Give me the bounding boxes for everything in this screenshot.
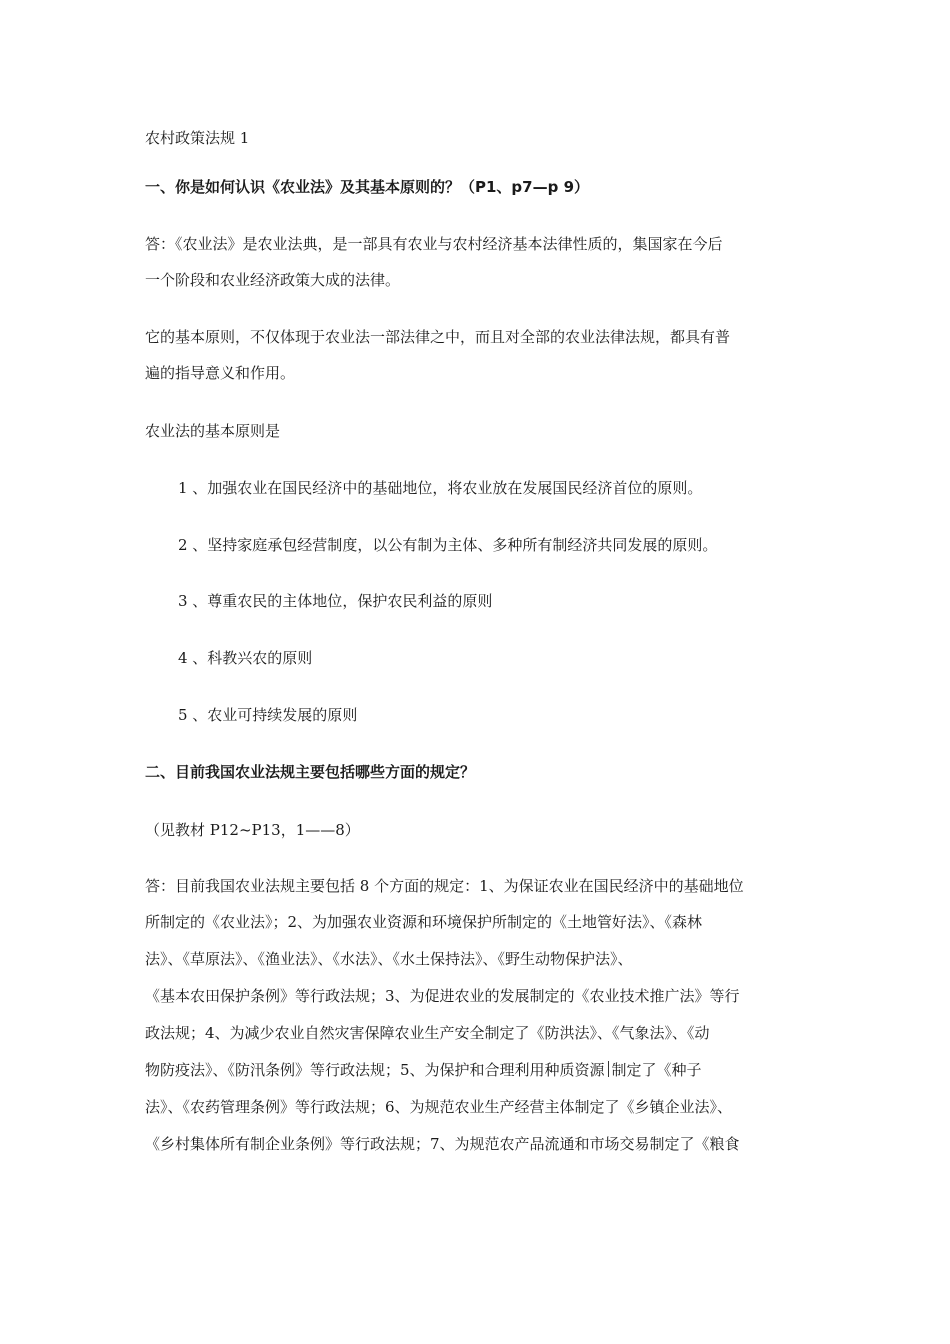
answer-1-line-2: 一个阶段和农业经济政策大成的法律。 bbox=[145, 271, 401, 289]
answer-2-line-3: 法》、《草原法》、《渔业法》、《水法》、《水土保持法》、《野生动物保护法》、 bbox=[145, 950, 633, 968]
document-title: 农村政策法规 1 bbox=[145, 129, 250, 147]
question-2-heading: 二、目前我国农业法规主要包括哪些方面的规定？ bbox=[145, 763, 476, 781]
principle-item-2: 2 、坚持家庭承包经营制度，以公有制为主体、多种所有制经济共同发展的原则。 bbox=[178, 536, 718, 554]
answer-2-line-1: 答：目前我国农业法规主要包括 8 个方面的规定：1、为保证农业在国民经济中的基础地位 bbox=[145, 877, 744, 895]
answer-2-line-4: 《基本农田保护条例》等行政法规；3、为促进农业的发展制定的《农业技术推广法》等行 bbox=[145, 987, 740, 1005]
answer-2-line-8: 《乡村集体所有制企业条例》等行政法规；7、为规范农产品流通和市场交易制定了《粮食 bbox=[145, 1135, 740, 1153]
principle-item-4: 4 、科教兴农的原则 bbox=[178, 649, 313, 667]
answer-1-line-1: 答：《农业法》是农业法典，是一部具有农业与农村经济基本法律性质的，集国家在今后 bbox=[145, 235, 723, 253]
answer-2-line-6-part-2: 制定了《种子 bbox=[611, 1061, 702, 1079]
principle-paragraph-line-1: 它的基本原则，不仅体现于农业法一部法律之中，而且对全部的农业法律法规，都具有普 bbox=[145, 328, 731, 346]
principle-item-3: 3 、尊重农民的主体地位，保护农民利益的原则 bbox=[178, 592, 493, 610]
answer-2-line-6-part-1: 物防疫法》、《防汛条例》等行政法规；5、为保护和合理利用种质资源 bbox=[145, 1061, 605, 1079]
answer-2-line-7: 法》、《农药管理条例》等行政法规；6、为规范农业生产经营主体制定了《乡镇企业法》、 bbox=[145, 1098, 733, 1116]
text-cursor bbox=[608, 1061, 609, 1077]
principles-intro: 农业法的基本原则是 bbox=[145, 422, 281, 440]
principle-paragraph-line-2: 遍的指导意义和作用。 bbox=[145, 364, 296, 382]
principle-item-5: 5 、农业可持续发展的原则 bbox=[178, 706, 358, 724]
question-2-reference: （见教材 P12~P13，1——8） bbox=[145, 821, 360, 839]
answer-2-line-2: 所制定的《农业法》；2、为加强农业资源和环境保护所制定的《土地管好法》、《森林 bbox=[145, 913, 703, 931]
answer-2-line-5: 政法规；4、为减少农业自然灾害保障农业生产安全制定了《防洪法》、《气象法》、《动 bbox=[145, 1024, 710, 1042]
question-1-heading: 一、你是如何认识《农业法》及其基本原则的？（P1、p7—p 9） bbox=[145, 178, 590, 196]
answer-2-line-6 bbox=[145, 1060, 702, 1080]
principle-item-1: 1 、加强农业在国民经济中的基础地位，将农业放在发展国民经济首位的原则。 bbox=[178, 479, 703, 497]
